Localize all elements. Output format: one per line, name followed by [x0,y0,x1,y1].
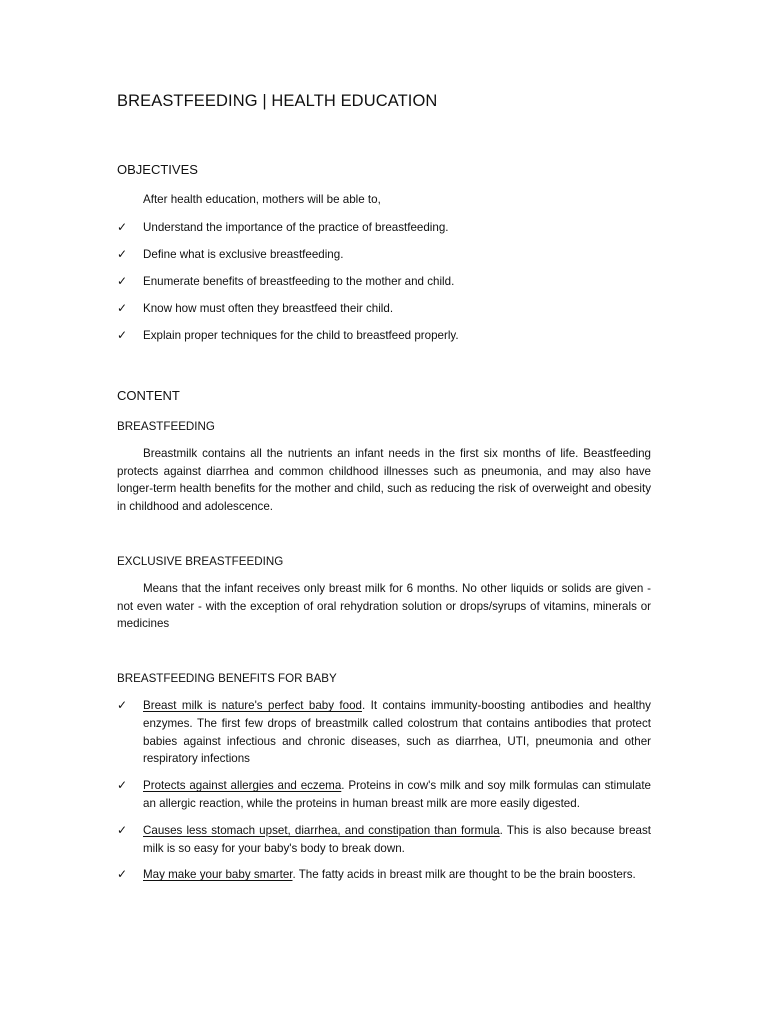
document-title: BREASTFEEDING | HEALTH EDUCATION [117,92,438,110]
checkmark-icon: ✓ [117,301,128,315]
checkmark-icon: ✓ [117,247,128,261]
checkmark-icon: ✓ [117,867,128,882]
objectives-intro: After health education, mothers will be able to, [143,193,381,206]
list-item: ✓ Know how must often they breastfeed their child. [117,300,651,318]
breastfeeding-heading: BREASTFEEDING [117,420,215,433]
objectives-heading: OBJECTIVES [117,162,198,177]
list-item: ✓ Understand the importance of the practice of breastfeeding. [117,219,651,237]
benefits-heading: BREASTFEEDING BENEFITS FOR BABY [117,672,337,685]
checkmark-icon: ✓ [117,220,128,234]
checkmark-icon: ✓ [117,698,128,712]
list-item: ✓ Explain proper techniques for the child to breastfeed properly. [117,327,651,345]
checkmark-icon: ✓ [117,328,128,342]
checkmark-icon: ✓ [117,274,128,288]
breastfeeding-paragraph: Breastmilk contains all the nutrients an infant needs in the first six months of life. Beastfeeding protects against diarrhea and common childhood illnesses such as pneumonia, and may also have longer-term health benefits for the mother and child, such as reducing the risk of overweight and obesity in childhood and adolescence. [117,447,651,513]
list-item: ✓ Causes less stomach upset, diarrhea, and constipation than formula. This is also because breast milk is so easy for your baby's body to break down. [117,822,651,855]
list-item: ✓ Breast milk is nature's perfect baby food. It contains immunity-boosting antibodies and healthy enzymes. The first few drops of breastmilk called colostrum that contains antibodies that protect babies against infectious and chronic diseases, such as diarrhea, UTI, pneumonia and other respiratory infections [117,698,651,766]
exclusive-heading: EXCLUSIVE BREASTFEEDING [117,555,284,568]
checkmark-icon: ✓ [117,778,128,793]
exclusive-paragraph: Means that the infant receives only breast milk for 6 months. No other liquids or solids are given - not even water - with the exception of oral rehydration solution or drops/syrups of vitamins, minerals or medicines [117,582,651,630]
objectives-list [117,219,651,345]
content-heading: CONTENT [117,388,180,403]
benefits-list [117,697,651,893]
list-item: ✓ Protects against allergies and eczema. Proteins in cow's milk and soy milk formulas can stimulate an allergic reaction, while the proteins in human breast milk are more easily digested. [117,778,651,810]
list-item: ✓ Define what is exclusive breastfeeding. [117,246,651,264]
list-item: ✓ Enumerate benefits of breastfeeding to the mother and child. [117,273,651,291]
checkmark-icon: ✓ [117,822,128,837]
list-item: ✓ May make your baby smarter. The fatty acids in breast milk are thought to be the brain boosters. [117,866,651,884]
